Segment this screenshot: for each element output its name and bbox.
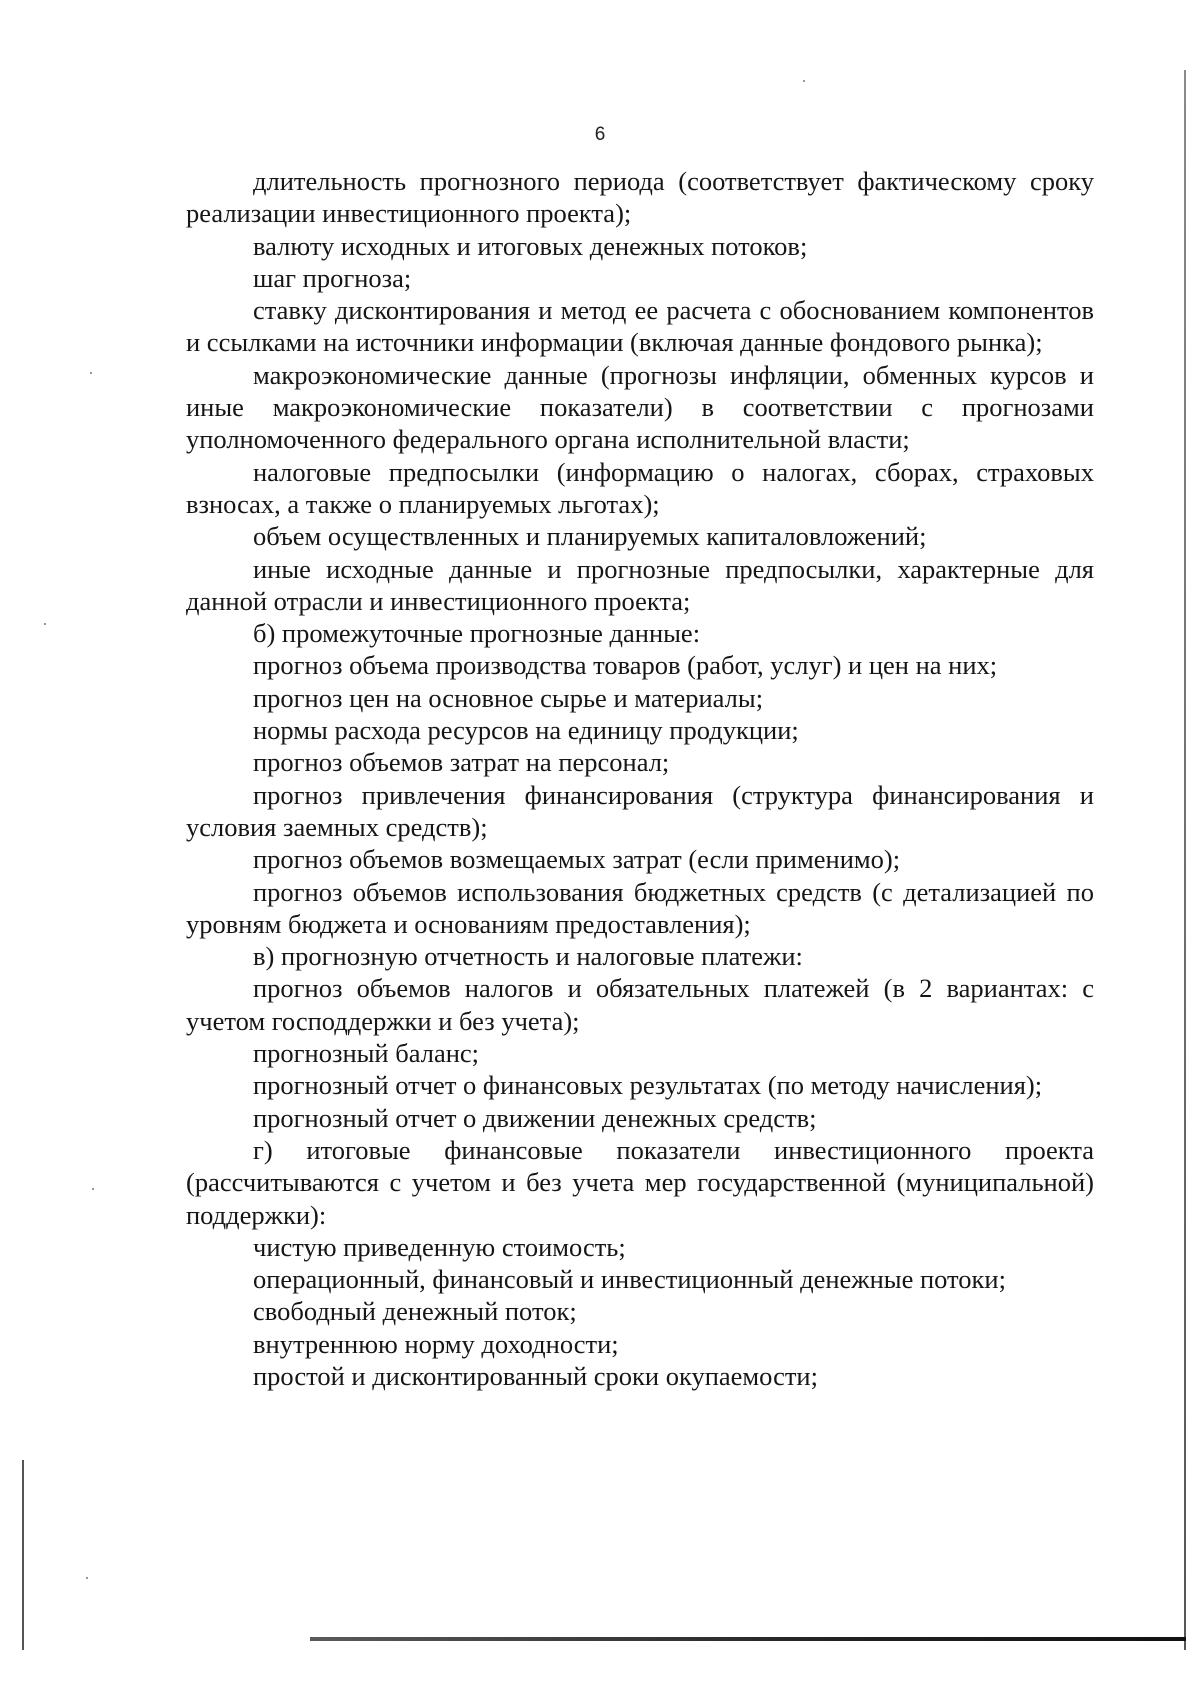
paragraph: прогноз объемов возмещаемых затрат (если применимо); xyxy=(253,844,901,875)
section-heading: г) итоговые финансовые показатели инвестиционного проекта (рассчитываются с учетом и без учета мер государственной (муниципальной) поддержки): xyxy=(186,1134,1094,1230)
section-heading: б) промежуточные прогнозные данные: xyxy=(253,618,701,649)
scan-speck xyxy=(86,1577,88,1579)
scan-speck xyxy=(44,623,46,625)
paragraph: нормы расхода ресурсов на единицу продукции; xyxy=(253,715,799,746)
paragraph: прогноз объемов налогов и обязательных платежей (в 2 вариантах: с учетом господдержки и без учета); xyxy=(186,973,1094,1036)
scan-edge-left xyxy=(22,1460,24,1650)
document-body xyxy=(186,165,1094,1392)
paragraph: прогноз объемов использования бюджетных средств (с детализацией по уровням бюджета и основаниям предоставления); xyxy=(186,876,1094,939)
paragraph: прогнозный отчет о финансовых результатах (по методу начисления); xyxy=(253,1070,1043,1101)
paragraph: прогноз объема производства товаров (работ, услуг) и цен на них; xyxy=(253,650,998,681)
paragraph: свободный денежный поток; xyxy=(253,1296,577,1327)
scan-speck xyxy=(803,80,805,82)
paragraph: прогноз цен на основное сырье и материалы; xyxy=(253,682,764,713)
paragraph: прогноз привлечения финансирования (структура финансирования и условия заемных средств); xyxy=(186,779,1094,842)
page-number: 6 xyxy=(594,124,606,145)
paragraph: простой и дисконтированный сроки окупаемости; xyxy=(253,1360,818,1391)
paragraph: объем осуществленных и планируемых капиталовложений; xyxy=(253,521,927,552)
scan-edge-bottom xyxy=(310,1637,1186,1641)
paragraph: прогнозный баланс; xyxy=(253,1038,480,1069)
scan-edge-right xyxy=(1184,70,1186,1650)
paragraph: валюту исходных и итоговых денежных потоков; xyxy=(253,230,808,261)
paragraph: иные исходные данные и прогнозные предпосылки, характерные для данной отрасли и инвестиционного проекта; xyxy=(186,553,1094,616)
paragraph: налоговые предпосылки (информацию о налогах, сборах, страховых взносах, а также о планируемых льготах); xyxy=(186,456,1094,519)
paragraph: прогнозный отчет о движении денежных средств; xyxy=(253,1102,817,1133)
section-heading: в) прогнозную отчетность и налоговые платежи: xyxy=(253,941,803,972)
paragraph: длительность прогнозного периода (соответствует фактическому сроку реализации инвестиционного проекта); xyxy=(186,166,1094,229)
paragraph: чистую приведенную стоимость; xyxy=(253,1231,626,1262)
paragraph: макроэкономические данные (прогнозы инфляции, обменных курсов и иные макроэкономические показатели) в соответствии с прогнозами уполномоченного федерального органа исполнительной власти; xyxy=(186,359,1094,455)
paragraph: внутреннюю норму доходности; xyxy=(253,1328,619,1359)
scan-speck xyxy=(92,1188,94,1190)
scan-speck xyxy=(90,372,92,374)
paragraph: шаг прогноза; xyxy=(253,262,412,293)
paragraph: ставку дисконтирования и метод ее расчета с обоснованием компонентов и ссылками на источники информации (включая данные фондового рынка); xyxy=(186,295,1094,358)
paragraph: прогноз объемов затрат на персонал; xyxy=(253,747,670,778)
paragraph: операционный, финансовый и инвестиционный денежные потоки; xyxy=(253,1264,1006,1295)
